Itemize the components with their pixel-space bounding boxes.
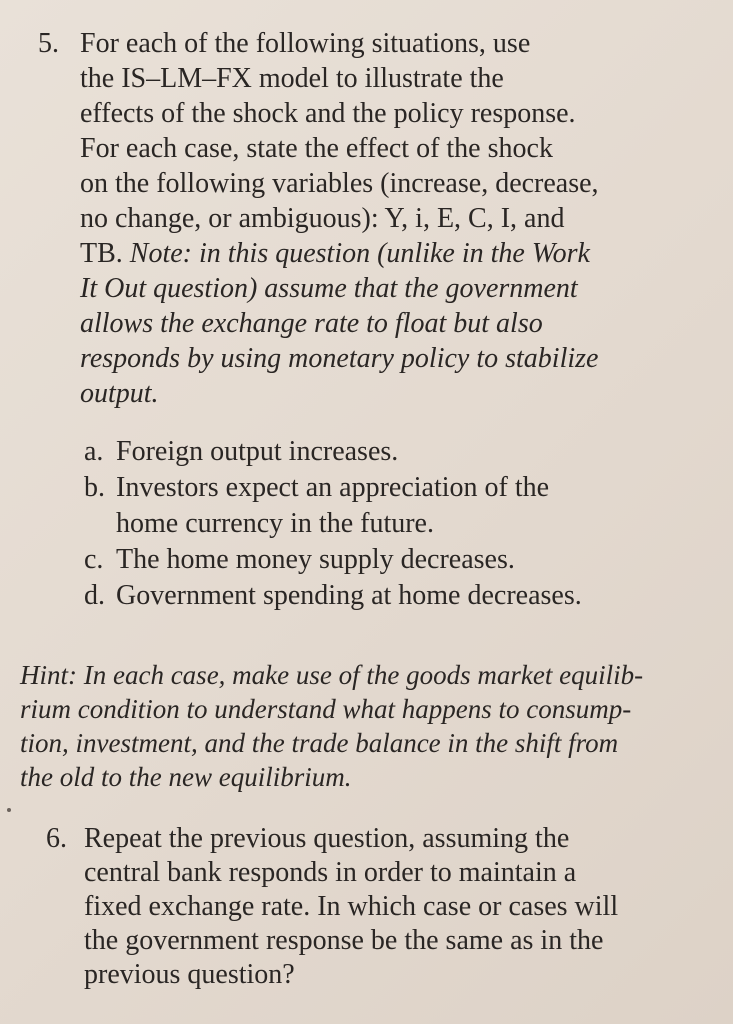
item-text: Government spending at home decreases.	[116, 580, 582, 611]
q5-note-line: responds by using monetary policy to stabilize	[80, 343, 599, 374]
hint-line: tion, investment, and the trade balance in the shift from	[20, 728, 619, 758]
q5-line: the IS–LM–FX model to illustrate the	[80, 63, 504, 94]
hint-line: the old to the new equilibrium.	[20, 762, 352, 792]
question-5-items	[84, 434, 704, 614]
q5-line: For each case, state the effect of the shock	[80, 133, 553, 164]
q5-line-tb-note	[80, 236, 698, 271]
item-label: d.	[84, 580, 105, 611]
q6-line: Repeat the previous question, assuming the	[84, 823, 570, 854]
margin-dot	[7, 808, 11, 812]
item-text: Foreign output increases.	[116, 436, 399, 467]
item-text: The home money supply decreases.	[116, 544, 515, 575]
q5-note-start: Note: in this question (unlike in the Work	[122, 238, 590, 269]
question-6-number: 6.	[46, 823, 67, 854]
hint-line: Hint: In each case, make use of the goods market equilib-	[20, 660, 644, 690]
q5-line: effects of the shock and the policy response.	[80, 98, 576, 129]
question-6-text	[84, 822, 706, 992]
item-text: Investors expect an appreciation of the	[116, 472, 550, 503]
item-a	[84, 434, 704, 470]
q6-line: the government response be the same as in the	[84, 925, 604, 956]
item-c	[84, 542, 704, 578]
question-5-text	[80, 26, 698, 411]
hint-paragraph	[20, 658, 710, 794]
q5-line: For each of the following situations, use	[80, 28, 531, 59]
item-label: a.	[84, 436, 104, 467]
item-label: c.	[84, 544, 104, 575]
q5-note-line: allows the exchange rate to float but also	[80, 308, 543, 339]
question-5	[38, 26, 698, 411]
item-label: b.	[84, 472, 105, 503]
hint-line: rium condition to understand what happens to consump-	[20, 694, 632, 724]
q6-line: previous question?	[84, 959, 295, 990]
q5-note-line: output.	[80, 378, 159, 409]
q6-line: central bank responds in order to maintain a	[84, 857, 577, 888]
tb-variable: TB.	[80, 238, 123, 269]
item-text-continued: home currency in the future.	[116, 508, 434, 539]
q6-line: fixed exchange rate. In which case or cases will	[84, 891, 619, 922]
question-5-number: 5.	[38, 28, 59, 59]
q5-note-line: It Out question) assume that the government	[80, 273, 578, 304]
item-d	[84, 578, 704, 614]
q5-line: no change, or ambiguous): Y, i, E, C, I, and	[80, 203, 565, 234]
q5-line: on the following variables (increase, decrease,	[80, 168, 599, 199]
item-b	[84, 470, 704, 542]
question-6	[46, 822, 706, 992]
